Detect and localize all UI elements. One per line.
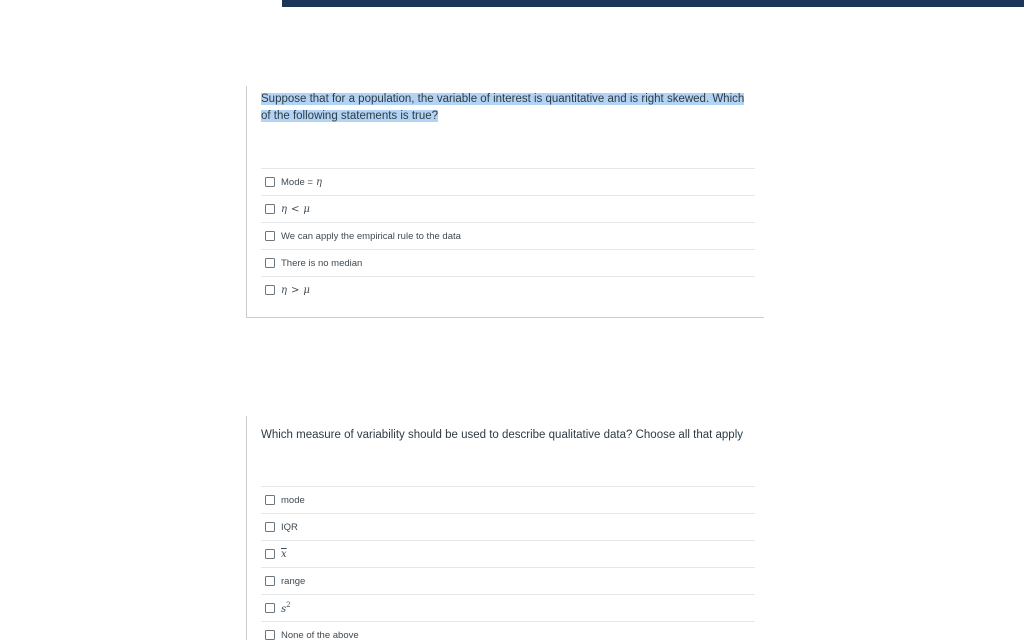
mu-symbol: μ [303, 284, 310, 296]
s-symbol: s [281, 604, 287, 615]
checkbox[interactable] [265, 576, 275, 586]
checkbox[interactable] [265, 285, 275, 295]
answer-label: We can apply the empirical rule to the data [281, 230, 461, 242]
x-bar-symbol: $\overline{x}$ [281, 548, 287, 560]
question-1-text [261, 91, 755, 125]
answer-option[interactable] [261, 513, 755, 540]
answer-label: IQR [281, 521, 298, 533]
question-2 [246, 416, 764, 640]
checkbox[interactable] [265, 231, 275, 241]
answer-option[interactable] [261, 621, 755, 640]
answer-label: Mode = [281, 176, 313, 188]
mu-symbol: μ [303, 203, 310, 215]
answer-option[interactable] [261, 540, 755, 567]
checkbox[interactable] [265, 177, 275, 187]
answer-option[interactable] [261, 249, 755, 276]
question-1 [246, 86, 764, 318]
answer-option[interactable] [261, 168, 755, 195]
answer-option[interactable] [261, 222, 755, 249]
checkbox[interactable] [265, 495, 275, 505]
math-expression [281, 285, 310, 296]
eta-symbol: η [281, 284, 287, 296]
answer-label: None of the above [281, 629, 359, 640]
answer-option[interactable] [261, 594, 755, 621]
less-than-operator: < [291, 203, 300, 215]
answer-option[interactable] [261, 195, 755, 222]
top-navigation-bar [282, 0, 1024, 7]
question-2-text: Which measure of variability should be used to describe qualitative data? Choose all that apply [261, 429, 744, 441]
checkbox[interactable] [265, 549, 275, 559]
greater-than-operator: > [291, 284, 300, 296]
checkbox[interactable] [265, 630, 275, 640]
superscript: 2 [286, 601, 291, 609]
eta-symbol: η [315, 176, 322, 188]
checkbox[interactable] [265, 258, 275, 268]
question-1-answers [261, 168, 755, 303]
math-expression [281, 204, 310, 215]
question-2-answers [261, 486, 755, 640]
checkbox[interactable] [265, 522, 275, 532]
question-1-text-selection: Suppose that for a population, the variable of interest is quantitative and is right skewed. Which of the following statements is true? [261, 93, 745, 122]
answer-label: There is no median [281, 257, 363, 269]
answer-option[interactable] [261, 276, 755, 303]
answer-option[interactable] [261, 486, 755, 513]
answer-option[interactable] [261, 567, 755, 594]
answer-label: range [281, 575, 306, 587]
eta-symbol: η [281, 203, 287, 215]
checkbox[interactable] [265, 204, 275, 214]
answer-label: mode [281, 494, 305, 506]
s-squared-symbol [281, 601, 291, 615]
checkbox[interactable] [265, 603, 275, 613]
